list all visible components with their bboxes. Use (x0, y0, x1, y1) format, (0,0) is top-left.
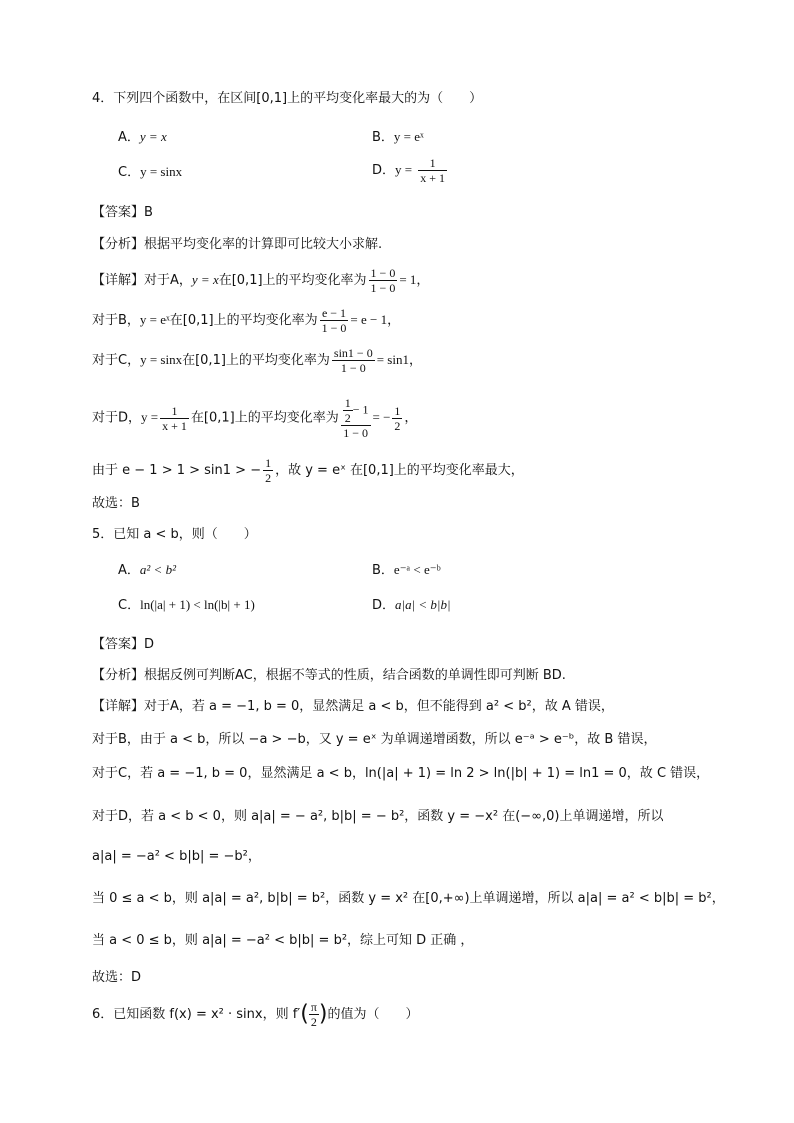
q5-answer: 【答案】D (92, 637, 155, 652)
q6-fraction (309, 1000, 319, 1029)
q5-option-a-expr: a² < b² (139, 562, 176, 577)
detail-prefix: 对于B， (92, 313, 140, 328)
q4-stem: 4．下列四个函数中，在区间[0,1]上的平均变化率最大的为（ ） (92, 91, 483, 106)
q5-detail-case-mixed: 当 a < 0 ≤ b，则 a|a| = −a² < b|b| = b²，综上可知 D 正确 ， (92, 933, 474, 948)
q4-option-a-expr: y = x (139, 129, 167, 144)
conclusion-suffix: ，故 y = eˣ 在[0,1]上的平均变化率最大， (275, 463, 524, 478)
inner-rest: − 1 (352, 402, 369, 417)
q4-detail-conclusion (92, 456, 524, 485)
q5-detail-d: 对于D，若 a < b < 0，则 a|a| = − a², b|b| = − b²，函数 y = −x² 在(−∞,0)上单调递增，所以 (92, 809, 664, 824)
q5-analysis: 【分析】根据反例可判断AC，根据不等式的性质，结合函数的单调性即可判断 BD. (92, 668, 566, 683)
detail-fraction (320, 306, 349, 335)
q5-option-b-label: B． (372, 563, 394, 578)
inner-fraction (343, 396, 353, 425)
detail-result: ， (404, 410, 418, 426)
fraction-denominator: 1 − 0 (370, 281, 396, 295)
detail-middle: 在[0,1]上的平均变化率为 (182, 353, 330, 368)
fraction-denominator: x + 1 (162, 418, 187, 433)
fraction-denominator: 1 − 0 (340, 361, 366, 375)
fraction-numerator (341, 396, 371, 426)
q4-option-a-label: A． (118, 130, 140, 145)
detail-result-fraction (392, 404, 402, 433)
right-paren-icon: ) (318, 1001, 328, 1027)
q4-option-b-expr: y = eˣ (393, 129, 424, 144)
q6-stem (92, 1000, 419, 1029)
q5-option-b-expr: e⁻ᵃ < e⁻ᵇ (393, 562, 441, 577)
q4-detail-c (92, 346, 422, 375)
q5-detail-a: 【详解】对于A，若 a = −1, b = 0，显然满足 a < b，但不能得到 a² < b²，故 A 错误， (92, 699, 614, 714)
detail-result: = 1， (399, 272, 430, 287)
detail-function-fraction (160, 404, 189, 433)
q5-option-a (118, 561, 176, 580)
detail-function: y = x (191, 272, 219, 287)
q5-option-c-expr: ln(|a| + 1) < ln(|b| + 1) (140, 597, 255, 612)
q5-option-d (372, 596, 451, 615)
q4-detail-a (92, 266, 429, 295)
q4-choice: 故选：B (92, 496, 140, 511)
q4-option-c-expr: y = sinx (140, 164, 183, 179)
fraction-numerator: 1 − 0 (370, 266, 396, 280)
q6-stem-prefix: 6．已知函数 f(x) = x² · sinx，则 f′ (92, 1007, 301, 1022)
q4-analysis: 【分析】根据平均变化率的计算即可比较大小求解. (92, 237, 383, 252)
detail-function: y = eˣ (139, 312, 170, 327)
q4-detail-b (92, 306, 400, 335)
q4-detail-d (92, 396, 417, 440)
q5-option-d-label: D． (372, 598, 396, 613)
q5-detail-case-nonneg: 当 0 ≤ a < b，则 a|a| = a², b|b| = b²，函数 y = x² 在[0,+∞)上单调递增，所以 a|a| = a² < b|b| = b²， (92, 891, 725, 906)
q5-option-b (372, 561, 441, 580)
detail-fraction (369, 266, 398, 295)
q4-option-b-label: B． (372, 130, 394, 145)
q4-option-a (118, 128, 167, 147)
q5-stem: 5．已知 a < b，则（ ） (92, 527, 257, 542)
fraction-denominator: x + 1 (420, 171, 446, 185)
detail-prefix: 【详解】对于A， (92, 273, 192, 288)
detail-equals: = − (372, 409, 391, 425)
q4-option-c (118, 163, 182, 182)
fraction-numerator: e − 1 (320, 306, 349, 321)
detail-fraction (332, 346, 375, 375)
fraction-denominator: 1 − 0 (343, 426, 368, 440)
q5-detail-d-cont: a|a| = −a² < b|b| = −b²， (92, 849, 261, 864)
fraction-denominator: 2 (265, 471, 272, 485)
detail-function: y = sinx (140, 352, 183, 367)
q4-answer: 【答案】B (92, 205, 153, 220)
detail-function: y = (141, 409, 159, 425)
fraction-numerator: 1 (160, 404, 189, 419)
q4-option-d-fraction (418, 156, 447, 185)
detail-compound-fraction (341, 396, 371, 440)
fraction-numerator: 1 (394, 403, 401, 418)
detail-middle: 在[0,1]上的平均变化率为 (190, 410, 339, 426)
fraction-numerator: π (310, 1000, 317, 1014)
q5-detail-b: 对于B，由于 a < b，所以 −a > −b，又 y = eˣ 为单调递增函数，所以 e⁻ᵃ > e⁻ᵇ，故 B 错误， (92, 732, 657, 747)
detail-prefix: 对于C， (92, 353, 141, 368)
detail-middle: 在[0,1]上的平均变化率为 (169, 313, 318, 328)
fraction-numerator: sin1 − 0 (333, 346, 373, 360)
conclusion-prefix: 由于 e − 1 > 1 > sin1 > − (92, 463, 262, 478)
fraction-denominator: 2 (344, 411, 351, 425)
fraction-numerator: 1 (418, 156, 447, 171)
detail-result: = sin1， (376, 352, 422, 367)
q4-option-d-lhs: y = (395, 162, 413, 177)
detail-prefix: 对于D， (92, 410, 142, 426)
q5-option-a-label: A． (118, 563, 140, 578)
q5-detail-c: 对于C，若 a = −1, b = 0，显然满足 a < b，ln(|a| + 1) = ln 2 > ln(|b| + 1) = ln1 = 0，故 C 错误， (92, 766, 710, 781)
q5-option-c (118, 596, 255, 615)
q4-option-b (372, 128, 424, 147)
q6-stem-suffix: 的值为（ ） (327, 1007, 419, 1022)
fraction-numerator: 1 (344, 396, 351, 410)
fraction-numerator: 1 (265, 456, 272, 470)
q4-option-c-label: C． (118, 165, 141, 180)
q5-option-c-label: C． (118, 598, 141, 613)
fraction-denominator: 2 (394, 418, 401, 433)
fraction-denominator: 1 − 0 (321, 321, 347, 335)
q5-choice: 故选：D (92, 970, 142, 985)
detail-result: = e − 1， (350, 312, 401, 327)
conclusion-fraction (263, 456, 273, 485)
fraction-denominator: 2 (310, 1015, 317, 1029)
detail-middle: 在[0,1]上的平均变化率为 (218, 273, 367, 288)
left-paren-icon: ( (300, 1001, 309, 1027)
q4-option-d-label: D． (372, 163, 396, 178)
q5-option-d-expr: a|a| < b|b| (395, 597, 451, 612)
q4-option-d (372, 156, 449, 185)
